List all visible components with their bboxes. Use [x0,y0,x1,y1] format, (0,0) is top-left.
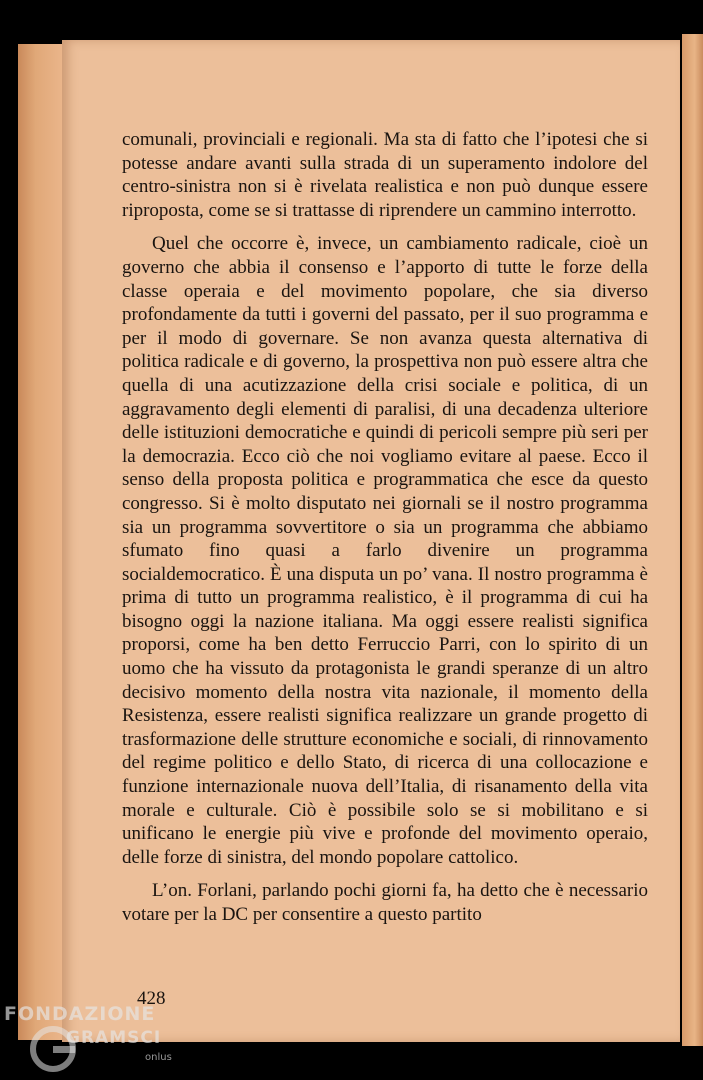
watermark-title: FONDAZIONE [4,1003,156,1025]
paragraph-3: L’on. Forlani, parlando pochi giorni fa, ha detto che è necessario votare per la DC per consentire a questo partito [122,880,648,925]
body-text [122,128,648,927]
paragraph-2: Quel che occorre è, invece, un cambiamento radicale, cioè un governo che abbia il consenso e l’apporto di tutte le forze della classe operaia e del movimento popolare, che sia diverso profondamente da tutti i governi del passato, per il suo programma e per il modo di governare. Se non avanza questa alternativa di politica radicale e di governo, la prospettiva non può essere altra che quella di una acutizzazione della crisi sociale e politica, di un aggravamento degli elementi di paralisi, di una decadenza ulteriore delle istituzioni democratiche e quindi di pericoli sempre più seri per la democrazia. Ecco ciò che noi vogliamo evitare al paese. Ecco il senso della proposta politica e programmatica che esce da questo congresso. Si è molto disputato nei giornali se il nostro programma sia un programma sovvertitore o sia un programma che abbiamo sfumato fino quasi a farlo divenire un programma socialdemocratico. È una disputa un po’ vana. Il nostro programma è prima di tutto un programma realistico, è il programma di cui ha bisogno oggi la nazione italiana. Ma oggi essere realisti significa proporsi, come ha ben detto Ferruccio Parri, con lo spirito di un uomo che ha vissuto da protagonista le grandi speranze di un altro decisivo momento della nostra vita nazionale, il momento della Resistenza, essere realisti significa realizzare un grande progetto di trasformazione delle strutture economiche e sociali, di rinnovamento del regime politico e dello Stato, di ricerca di una collocazione e funzione internazionale nuova dell’Italia, di risanamento della vita morale e culturale. Ciò è possibile solo se si mobilitano e si unificano le energie più vive e profonde del movimento operaio, delle forze di sinistra, del mondo popolare cattolico. [122,233,648,868]
book-edge-right [682,34,703,1046]
watermark [2,1000,192,1080]
watermark-onlus: onlus [145,1052,172,1063]
book-page [62,40,680,1042]
page-number: 428 [137,988,166,1009]
book-edge-left [18,44,62,1040]
paragraph-1: comunali, provinciali e regionali. Ma sta di fatto che l’ipotesi che si potesse andare avanti sulla strada di un superamento indolore del centro-sinistra non si è rivelata realistica e non può dunque essere riproposta, come se si trattasse di riprendere un cammino interrotto. [122,129,648,221]
watermark-subtitle: GRAMSCI [66,1028,162,1048]
